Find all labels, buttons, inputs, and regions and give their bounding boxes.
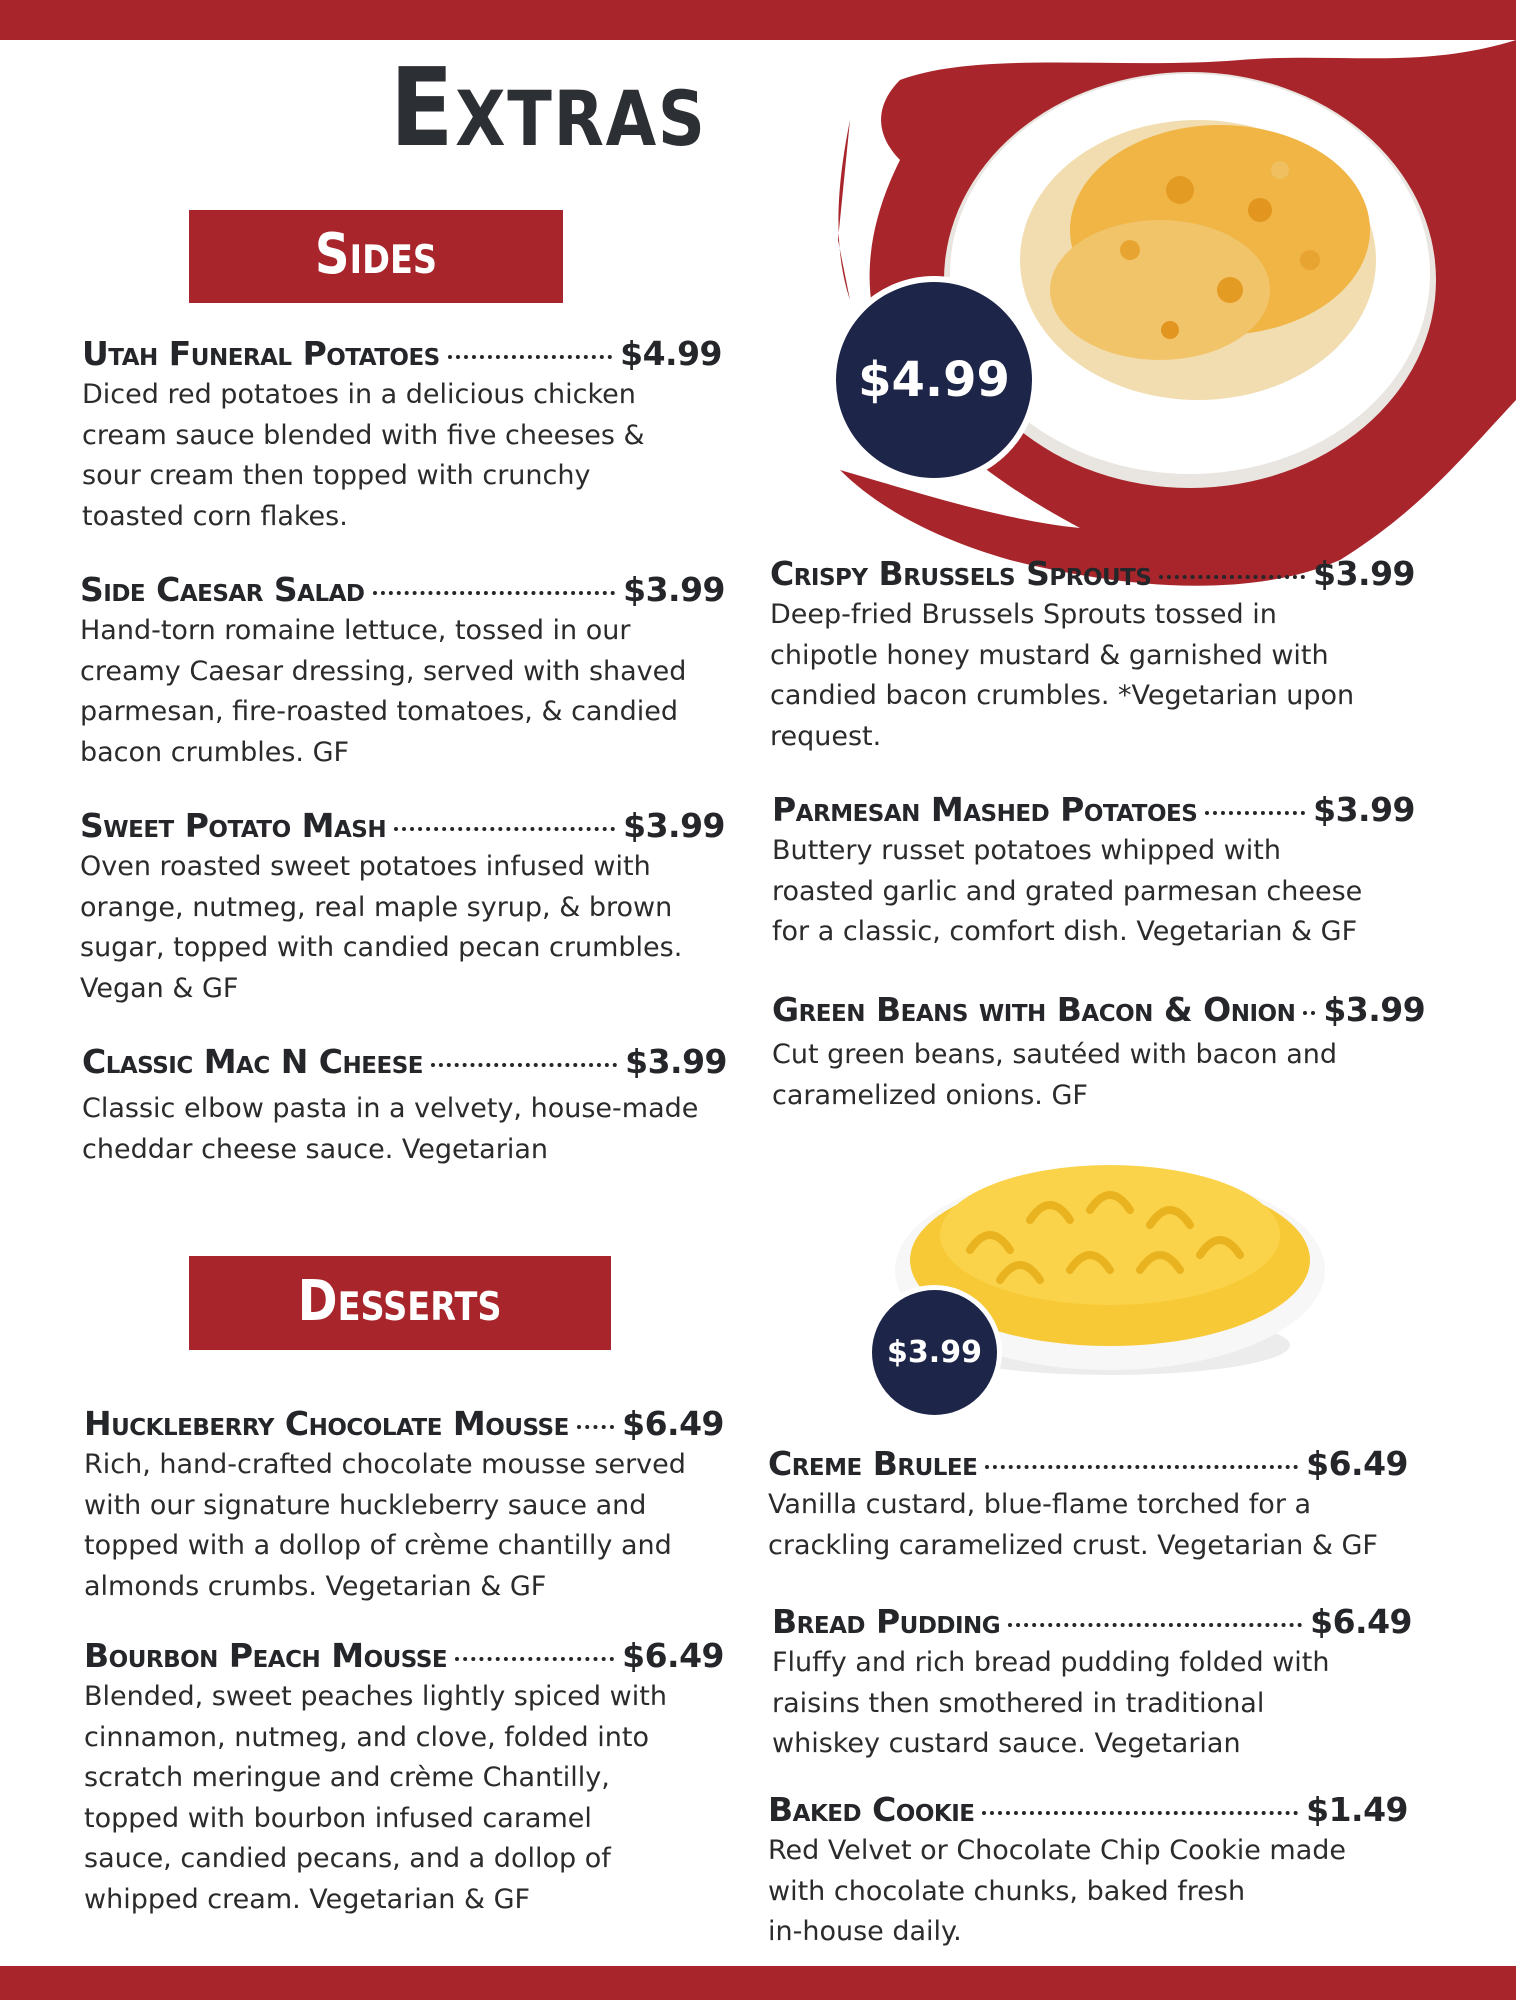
item-name: Baked Cookie xyxy=(768,1790,975,1829)
item-price: $6.49 xyxy=(1310,1602,1412,1641)
item-name: Parmesan Mashed Potatoes xyxy=(772,790,1198,829)
menu-item xyxy=(772,790,1415,953)
item-description: Blended, sweet peaches lightly spiced with cinnamon, nutmeg, and clove, folded into scratch meringue and crème Chantilly, topped with bourbon infused caramel sauce, candied pecans, and a dollop of whipped cream. Vegetarian & GF xyxy=(84,1681,667,1915)
dot-leader xyxy=(431,1063,617,1067)
item-price: $1.49 xyxy=(1306,1790,1408,1829)
item-price: $3.99 xyxy=(623,806,725,845)
dot-leader xyxy=(448,355,612,359)
item-price: $3.99 xyxy=(1323,990,1426,1029)
menu-item xyxy=(84,1404,724,1607)
item-name: Green Beans with Bacon & Onion xyxy=(772,990,1296,1029)
item-description: Red Velvet or Chocolate Chip Cookie made with chocolate chunks, baked fresh in-house daily. xyxy=(768,1835,1347,1947)
item-description: Rich, hand-crafted chocolate mousse served with our signature huckleberry sauce and topped with a dollop of crème chantilly and almonds crumbs. Vegetarian & GF xyxy=(84,1449,686,1602)
menu-item xyxy=(768,1444,1408,1566)
menu-item xyxy=(772,1602,1412,1765)
item-description: Classic elbow pasta in a velvety, house-made cheddar cheese sauce. Vegetarian xyxy=(82,1093,699,1165)
section-banner-sides: Sides xyxy=(189,210,563,303)
dot-leader xyxy=(1205,811,1305,815)
item-name: Huckleberry Chocolate Mousse xyxy=(84,1404,569,1443)
item-name: Creme Brulee xyxy=(768,1444,978,1483)
item-price: $3.99 xyxy=(1313,554,1415,593)
dot-leader xyxy=(1008,1623,1302,1627)
dot-leader xyxy=(1303,1011,1315,1015)
menu-item xyxy=(84,1636,724,1920)
item-name: Crispy Brussels Sprouts xyxy=(770,554,1152,593)
top-color-band xyxy=(0,0,1516,40)
price-badge-potatoes: $4.99 xyxy=(836,282,1032,478)
dot-leader xyxy=(455,1657,614,1661)
menu-item xyxy=(82,1042,727,1170)
item-name: Bourbon Peach Mousse xyxy=(84,1636,448,1675)
menu-item xyxy=(772,990,1426,1116)
page-title: Extras xyxy=(390,46,707,171)
item-price: $3.99 xyxy=(1313,790,1415,829)
item-price: $4.99 xyxy=(620,334,722,373)
item-description: Vanilla custard, blue-flame torched for a crackling caramelized crust. Vegetarian & GF xyxy=(768,1489,1378,1561)
item-name: Side Caesar Salad xyxy=(80,570,365,609)
item-description: Fluffy and rich bread pudding folded with raisins then smothered in traditional whiskey custard sauce. Vegetarian xyxy=(772,1647,1330,1759)
menu-item xyxy=(770,554,1415,757)
section-banner-desserts: Desserts xyxy=(189,1256,611,1350)
dot-leader xyxy=(982,1811,1298,1815)
dot-leader xyxy=(577,1425,614,1429)
item-price: $6.49 xyxy=(622,1404,724,1443)
item-price: $3.99 xyxy=(625,1042,727,1081)
price-badge-mac: $3.99 xyxy=(872,1290,997,1415)
menu-item xyxy=(80,806,725,1009)
item-name: Utah Funeral Potatoes xyxy=(82,334,440,373)
dot-leader xyxy=(985,1465,1298,1469)
item-description: Diced red potatoes in a delicious chicken cream sauce blended with five cheeses & sour cream then topped with crunchy toasted corn flakes. xyxy=(82,379,645,532)
dot-leader xyxy=(373,591,616,595)
item-description: Oven roasted sweet potatoes infused with orange, nutmeg, real maple syrup, & brown sugar, topped with candied pecan crumbles. Vegan & GF xyxy=(80,851,683,1004)
menu-item xyxy=(82,334,722,537)
item-description: Hand-torn romaine lettuce, tossed in our creamy Caesar dressing, served with shaved parmesan, fire-roasted tomatoes, & candied bacon crumbles. GF xyxy=(80,615,687,768)
item-price: $6.49 xyxy=(622,1636,724,1675)
item-description: Cut green beans, sautéed with bacon and caramelized onions. GF xyxy=(772,1039,1337,1111)
item-name: Classic Mac N Cheese xyxy=(82,1042,423,1081)
menu-item xyxy=(80,570,725,773)
item-description: Buttery russet potatoes whipped with roasted garlic and grated parmesan cheese for a classic, comfort dish. Vegetarian & GF xyxy=(772,835,1363,947)
dot-leader xyxy=(1159,575,1305,579)
item-name: Bread Pudding xyxy=(772,1602,1001,1641)
item-description: Deep-fried Brussels Sprouts tossed in chipotle honey mustard & garnished with candied bacon crumbles. *Vegetarian upon request. xyxy=(770,599,1355,752)
menu-item xyxy=(768,1790,1408,1953)
item-name: Sweet Potato Mash xyxy=(80,806,387,845)
dot-leader xyxy=(394,827,615,831)
item-price: $3.99 xyxy=(623,570,725,609)
bottom-color-band xyxy=(0,1966,1516,2000)
item-price: $6.49 xyxy=(1306,1444,1408,1483)
